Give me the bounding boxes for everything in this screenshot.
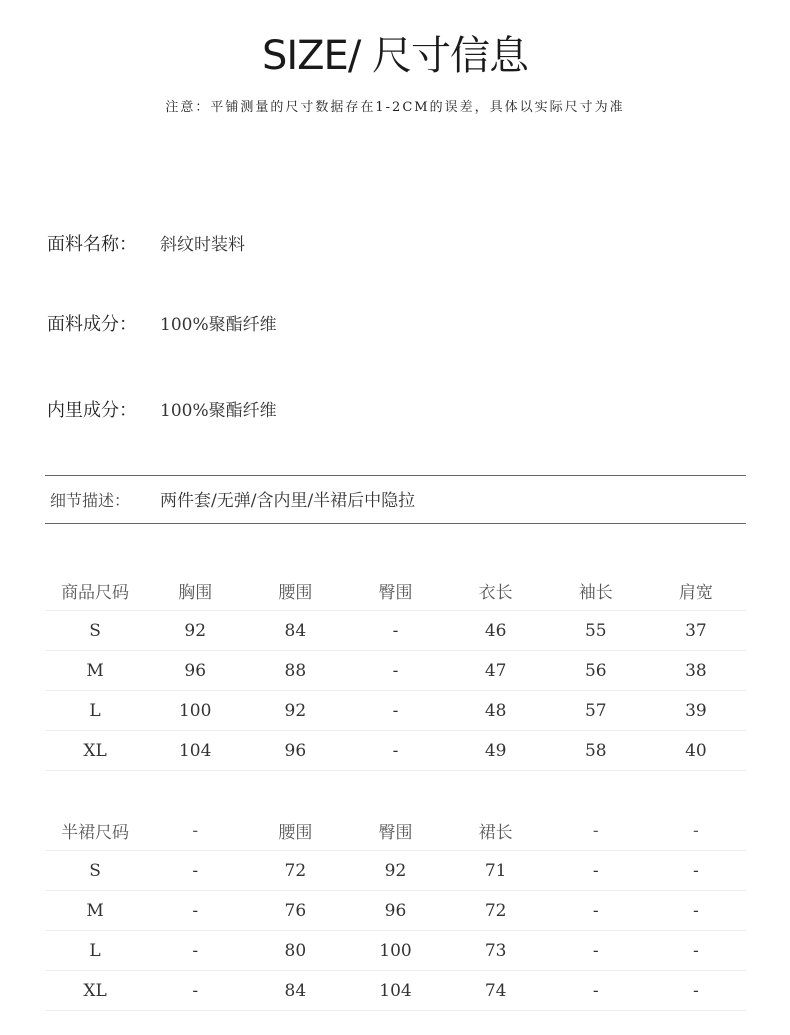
table-cell: - bbox=[546, 931, 646, 971]
table-cell: - bbox=[145, 851, 245, 891]
table-cell: 55 bbox=[546, 611, 646, 651]
table-cell: - bbox=[345, 651, 445, 691]
table-cell: - bbox=[546, 971, 646, 1011]
header-cell: 肩宽 bbox=[646, 571, 746, 611]
lining-composition-value: 100%聚酯纤维 bbox=[160, 401, 277, 421]
header-cell: 腰围 bbox=[245, 571, 345, 611]
lining-composition-label: 内里成分： bbox=[47, 400, 137, 421]
lining-composition-row bbox=[47, 398, 277, 424]
table-cell: 92 bbox=[345, 851, 445, 891]
table-cell: 48 bbox=[446, 691, 546, 731]
table-cell: S bbox=[45, 851, 145, 891]
table-cell: 38 bbox=[646, 651, 746, 691]
divider-bottom bbox=[45, 523, 746, 524]
table-cell: - bbox=[145, 971, 245, 1011]
header-cell: 臀围 bbox=[345, 571, 445, 611]
table-cell: 40 bbox=[646, 731, 746, 771]
detail-label: 细节描述： bbox=[50, 491, 131, 510]
table-cell: S bbox=[45, 611, 145, 651]
table-cell: 104 bbox=[345, 971, 445, 1011]
table-row bbox=[45, 851, 746, 891]
table-row bbox=[45, 651, 746, 691]
header-cell: 半裙尺码 bbox=[45, 811, 145, 851]
table-cell: - bbox=[546, 891, 646, 931]
table-cell: 92 bbox=[245, 691, 345, 731]
fabric-name-value: 斜纹时装料 bbox=[160, 235, 245, 255]
table-cell: 49 bbox=[446, 731, 546, 771]
fabric-composition-row bbox=[47, 312, 277, 338]
top-size-table bbox=[45, 571, 746, 771]
header-cell: - bbox=[646, 811, 746, 851]
table-cell: 76 bbox=[245, 891, 345, 931]
table-cell: XL bbox=[45, 971, 145, 1011]
header-cell: 腰围 bbox=[245, 811, 345, 851]
skirt-size-table bbox=[45, 811, 746, 1011]
table-cell: 39 bbox=[646, 691, 746, 731]
table-cell: 96 bbox=[245, 731, 345, 771]
table-cell: 58 bbox=[546, 731, 646, 771]
table-cell: 104 bbox=[145, 731, 245, 771]
table-cell: 80 bbox=[245, 931, 345, 971]
divider-top bbox=[45, 475, 746, 476]
table-cell: - bbox=[145, 931, 245, 971]
table-cell: - bbox=[646, 971, 746, 1011]
fabric-name-label: 面料名称： bbox=[47, 234, 137, 255]
table-cell: M bbox=[45, 891, 145, 931]
header-cell: 臀围 bbox=[345, 811, 445, 851]
fabric-composition-value: 100%聚酯纤维 bbox=[160, 315, 277, 335]
table-cell: L bbox=[45, 931, 145, 971]
table-cell: 100 bbox=[345, 931, 445, 971]
table-cell: M bbox=[45, 651, 145, 691]
table-cell: 72 bbox=[446, 891, 546, 931]
table-cell: - bbox=[646, 851, 746, 891]
table-cell: - bbox=[345, 731, 445, 771]
table-row bbox=[45, 971, 746, 1011]
table-cell: 71 bbox=[446, 851, 546, 891]
detail-value: 两件套/无弹/含内里/半裙后中隐拉 bbox=[160, 491, 416, 511]
table-cell: 57 bbox=[546, 691, 646, 731]
table-cell: 96 bbox=[145, 651, 245, 691]
header-cell: 胸围 bbox=[145, 571, 245, 611]
header-cell: - bbox=[546, 811, 646, 851]
header-cell: 裙长 bbox=[446, 811, 546, 851]
table-cell: 73 bbox=[446, 931, 546, 971]
table-cell: XL bbox=[45, 731, 145, 771]
table-cell: 72 bbox=[245, 851, 345, 891]
table-cell: 92 bbox=[145, 611, 245, 651]
table-cell: - bbox=[646, 931, 746, 971]
table-row bbox=[45, 731, 746, 771]
table-cell: L bbox=[45, 691, 145, 731]
page-title: SIZE/ 尺寸信息 bbox=[261, 33, 529, 79]
table-cell: - bbox=[345, 691, 445, 731]
table-cell: - bbox=[145, 891, 245, 931]
table-cell: 84 bbox=[245, 971, 345, 1011]
table-cell: 37 bbox=[646, 611, 746, 651]
table-cell: - bbox=[345, 611, 445, 651]
table-cell: - bbox=[546, 851, 646, 891]
table-cell: 46 bbox=[446, 611, 546, 651]
header-cell: - bbox=[145, 811, 245, 851]
fabric-composition-label: 面料成分： bbox=[47, 314, 137, 335]
table-cell: 47 bbox=[446, 651, 546, 691]
fabric-name-row bbox=[47, 232, 245, 258]
header-cell: 衣长 bbox=[446, 571, 546, 611]
header-cell: 商品尺码 bbox=[45, 571, 145, 611]
table-row bbox=[45, 931, 746, 971]
table-row bbox=[45, 691, 746, 731]
table-header-row bbox=[45, 571, 746, 611]
detail-row bbox=[50, 487, 415, 515]
table-cell: 74 bbox=[446, 971, 546, 1011]
measurement-notice: 注意：平铺测量的尺寸数据存在1-2CM的误差，具体以实际尺寸为准 bbox=[165, 100, 625, 115]
table-cell: - bbox=[646, 891, 746, 931]
table-cell: 88 bbox=[245, 651, 345, 691]
table-row bbox=[45, 891, 746, 931]
table-header-row bbox=[45, 811, 746, 851]
table-cell: 84 bbox=[245, 611, 345, 651]
table-cell: 56 bbox=[546, 651, 646, 691]
table-row bbox=[45, 611, 746, 651]
table-cell: 100 bbox=[145, 691, 245, 731]
header-cell: 袖长 bbox=[546, 571, 646, 611]
table-cell: 96 bbox=[345, 891, 445, 931]
